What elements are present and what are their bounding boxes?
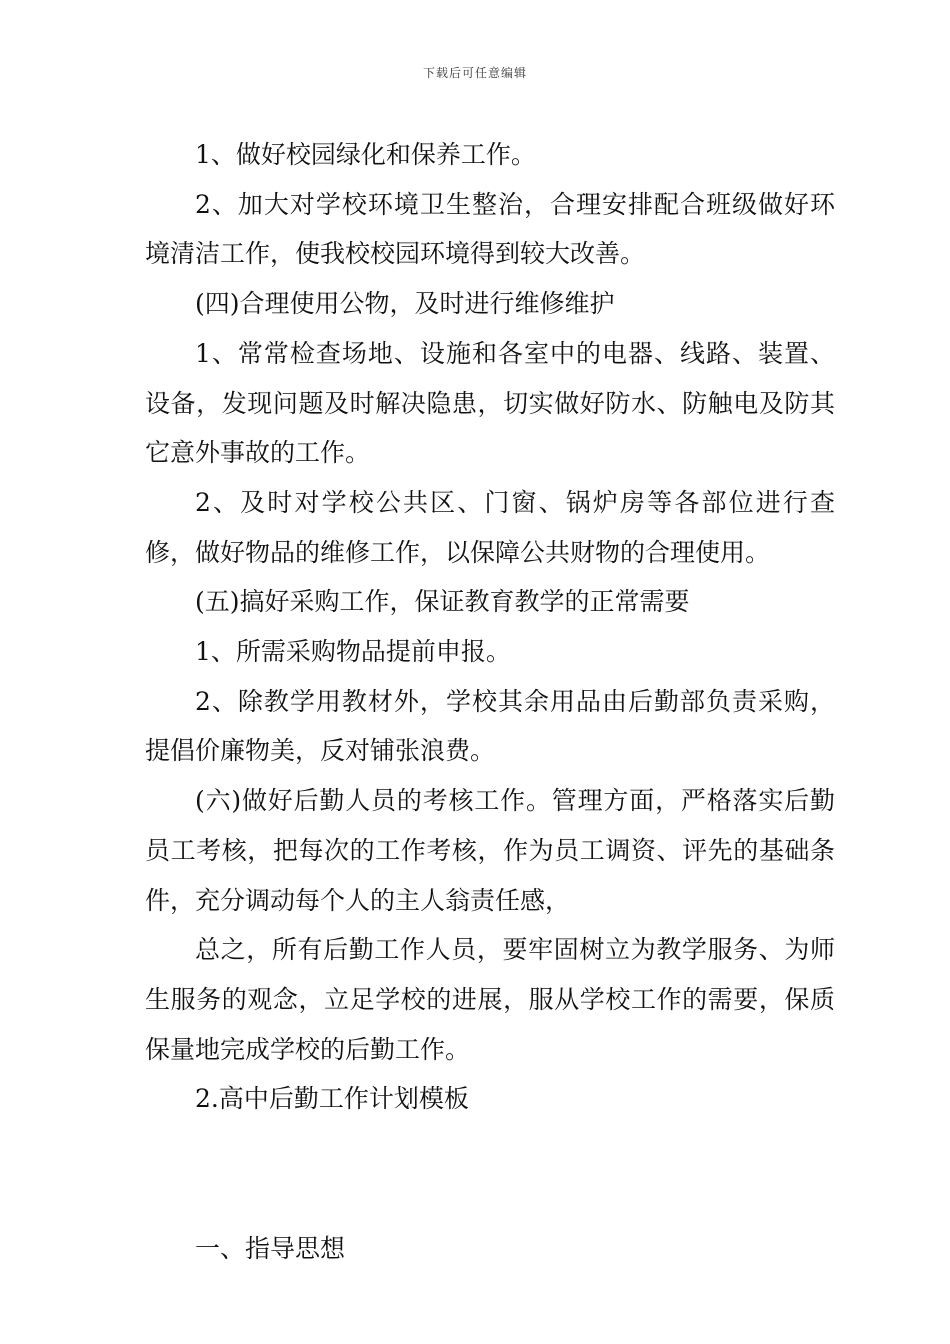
paragraph-greening: 1、做好校园绿化和保养工作。 [195,140,536,169]
paragraph-sanitation: 2、加大对学校环境卫生整治，合理安排配合班级做好环境清洁工作，使我校校园环境得到较大改善。 [145,189,835,269]
header-note: 下载后可任意编辑 [422,66,527,80]
paragraph-summary: 总之，所有后勤工作人员，要牢固树立为教学服务、为师生服务的观念，立足学校的进展，服从学校工作的需要，保质保量地完成学校的后勤工作。 [145,935,835,1064]
paragraph-advance-request: 1、所需采购物品提前申报。 [195,637,511,667]
document-body [145,130,835,1274]
paragraph-inspection: 1、常常检查场地、设施和各室中的电器、线路、装置、设备，发现问题及时解决隐患，切实做好防水、防触电及防其它意外事故的工作。 [145,338,835,468]
paragraph-purchasing: 2、除教学用教材外，学校其余用品由后勤部负责采购，提倡价廉物美，反对铺张浪费。 [145,686,835,766]
paragraph-assessment: (六)做好后勤人员的考核工作。管理方面，严格落实后勤员工考核，把每次的工作考核，作为员工调资、评先的基础条件，充分调动每个人的主人翁责任感， [145,786,835,915]
subheading-procurement: (五)搞好采购工作，保证教育教学的正常需要 [195,587,690,617]
subheading-public-property: (四)合理使用公物，及时进行维修维护 [195,289,615,319]
document-title-template: 2.高中后勤工作计划模板 [195,1084,469,1114]
paragraph-repair: 2、及时对学校公共区、门窗、锅炉房等各部位进行查修，做好物品的维修工作，以保障公共财物的合理使用。 [145,487,835,567]
spacer [145,1124,835,1224]
section-heading-guiding-ideology: 一、指导思想 [195,1234,346,1264]
